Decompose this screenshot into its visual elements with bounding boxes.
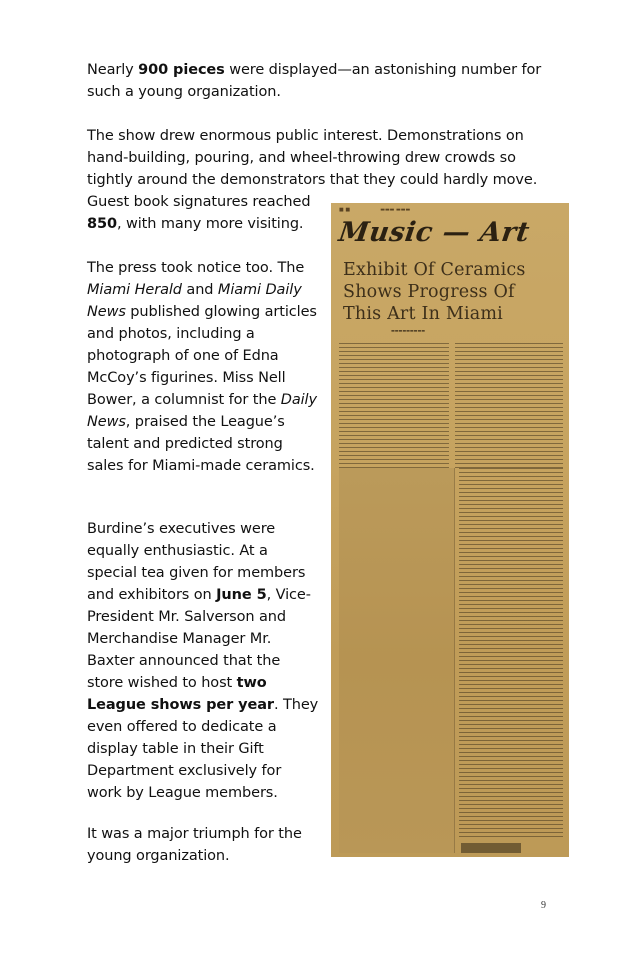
clipping-section-title: Music — Art: [336, 217, 532, 248]
clipping-headline: Exhibit Of Ceramics Shows Progress Of This Art In Miami: [343, 260, 526, 324]
page-number: 9: [541, 900, 546, 911]
clipping-text-column: [339, 343, 449, 468]
newspaper-clipping-image: [331, 203, 569, 857]
paragraph-public-interest: The show drew enormous public interest. Demonstrations on hand-building, pouring, and wheel-throwing drew crowds so tightly around the demonstrators that they could hardly move.: [87, 128, 538, 188]
clipping-byline: ▬▬▬▬▬▬▬▬▬: [391, 328, 426, 333]
paragraph-triumph: It was a major triumph for the young organization.: [87, 826, 302, 864]
paragraph-press: The press took notice too. The Miami Herald and Miami Daily News published glowing articles and photos, including a photograph of one of Edna McCoy’s figurines. Miss Nell Bower, a columnist for the Daily News, praised the League’s talent and predicted strong sales for Miami-made ceramics.: [87, 260, 317, 474]
paragraph-exhibit-count: Nearly 900 pieces were displayed—an astonishing number for such a young organization.: [87, 62, 542, 100]
clipping-text-column: [459, 468, 563, 838]
paragraph-guest-book: Guest book signatures reached 850, with many more visiting.: [87, 194, 311, 232]
clipping-photo-area: [339, 468, 455, 853]
clipping-masthead: ■ ■ ▬▬▬ ▬▬▬: [339, 207, 411, 213]
paragraph-burdines: Burdine’s executives were equally enthusiastic. At a special tea given for members and exhibitors on June 5, Vice-President Mr. Salverson and Merchandise Manager Mr. Baxter announced that the store wished to host two League shows per year. They even offered to dedicate a display table in their Gift Department exclusively for work by League members.: [87, 521, 319, 801]
clipping-stamp: [461, 843, 521, 853]
clipping-text-column: [455, 343, 563, 468]
